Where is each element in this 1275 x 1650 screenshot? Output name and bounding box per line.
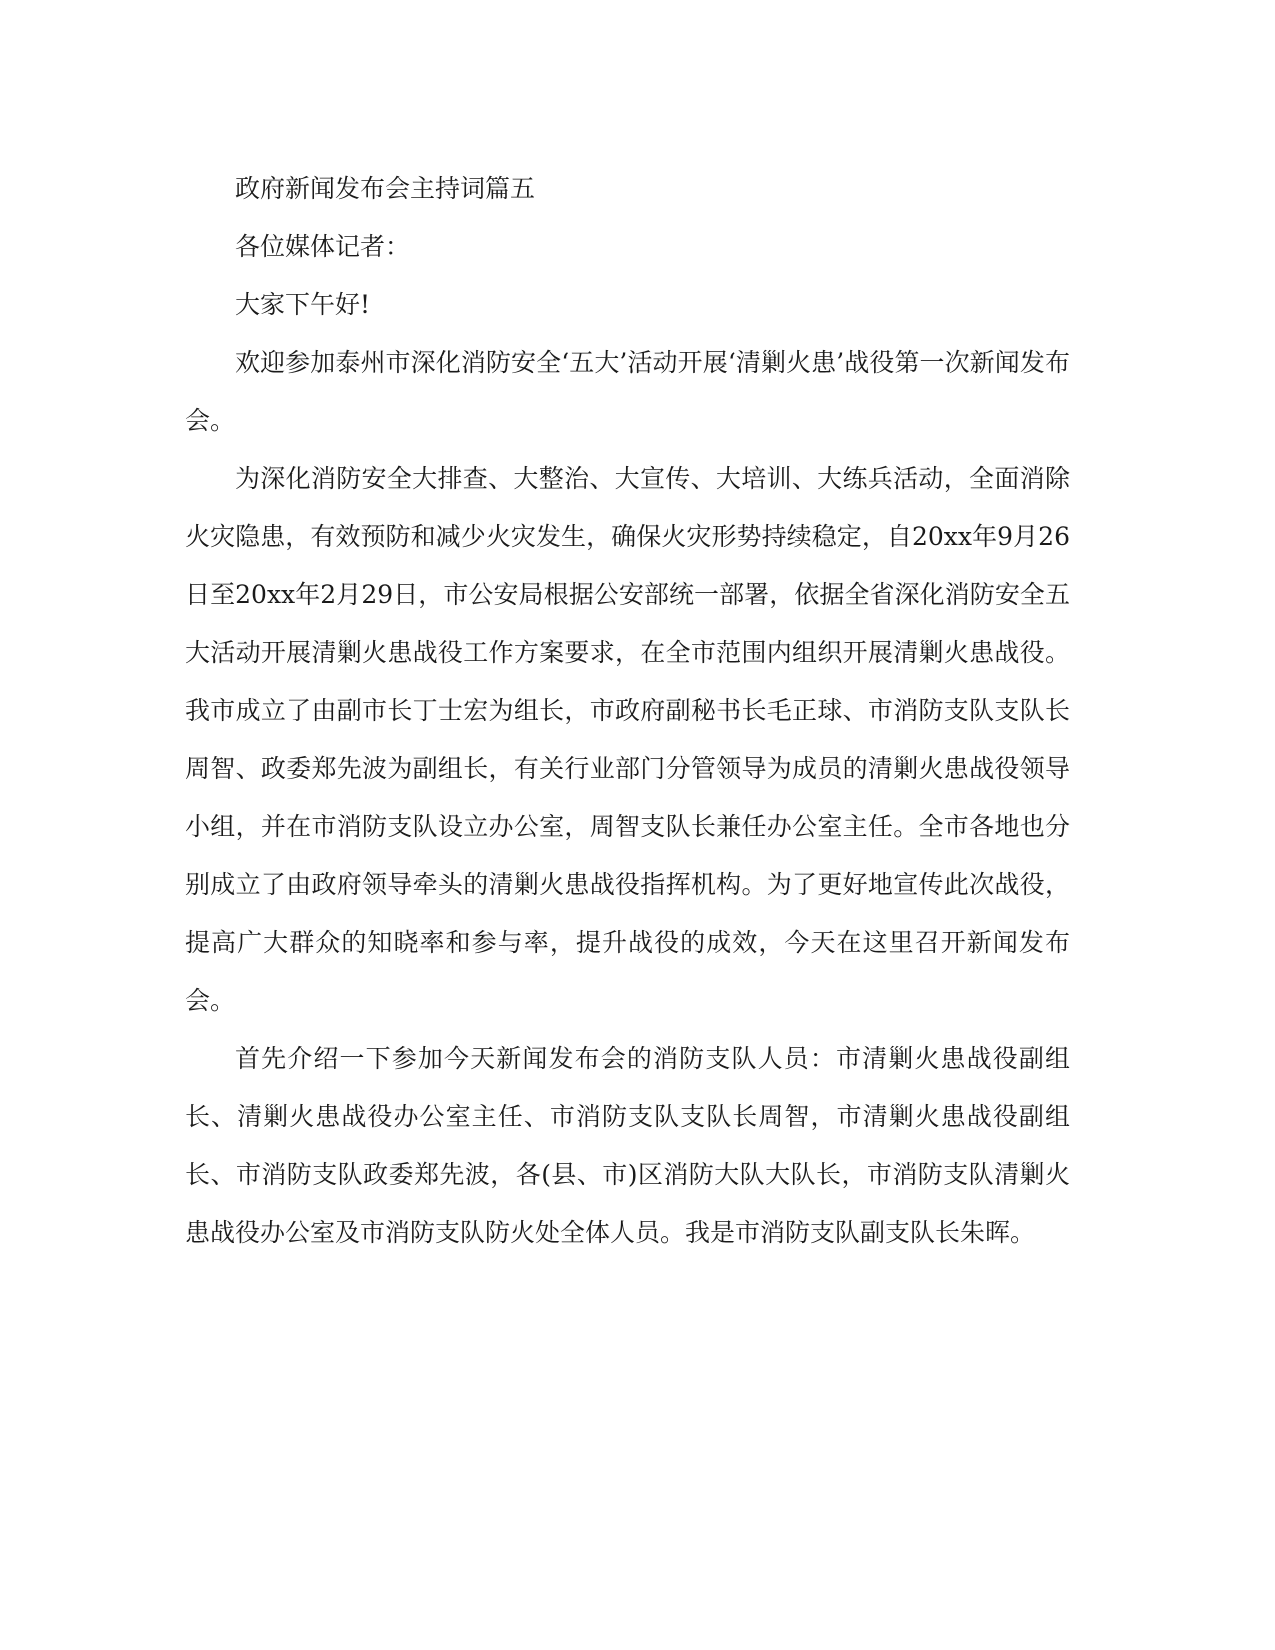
paragraph-background: 为深化消防安全大排查、大整治、大宣传、大培训、大练兵活动，全面消除火灾隐患，有效预防和减少火灾发生，确保火灾形势持续稳定，自20xx年9月26日至20xx年2月29日，市公安局根据公安部统一部署，依据全省深化消防安全五大活动开展清剿火患战役工作方案要求，在全市范围内组织开展清剿火患战役。我市成立了由副市长丁士宏为组长，市政府副秘书长毛正球、市消防支队支队长周智、政委郑先波为副组长，有关行业部门分管领导为成员的清剿火患战役领导小组，并在市消防支队设立办公室，周智支队长兼任办公室主任。全市各地也分别成立了由政府领导牵头的清剿火患战役指挥机构。为了更好地宣传此次战役，提高广大群众的知晓率和参与率，提升战役的成效，今天在这里召开新闻发布会。	[185, 464, 1070, 1015]
document-body	[185, 160, 1070, 1262]
greeting: 大家下午好!	[235, 290, 371, 319]
paragraph-welcome: 欢迎参加泰州市深化消防安全‘五大’活动开展‘清剿火患’战役第一次新闻发布会。	[185, 348, 1070, 435]
document-title: 政府新闻发布会主持词篇五	[235, 174, 536, 203]
salutation: 各位媒体记者：	[235, 232, 411, 261]
paragraph-introduction: 首先介绍一下参加今天新闻发布会的消防支队人员：市清剿火患战役副组长、清剿火患战役办公室主任、市消防支队支队长周智，市清剿火患战役副组长、市消防支队政委郑先波，各(县、市)区消防大队大队长，市消防支队清剿火患战役办公室及市消防支队防火处全体人员。我是市消防支队副支队长朱晖。	[185, 1044, 1070, 1247]
